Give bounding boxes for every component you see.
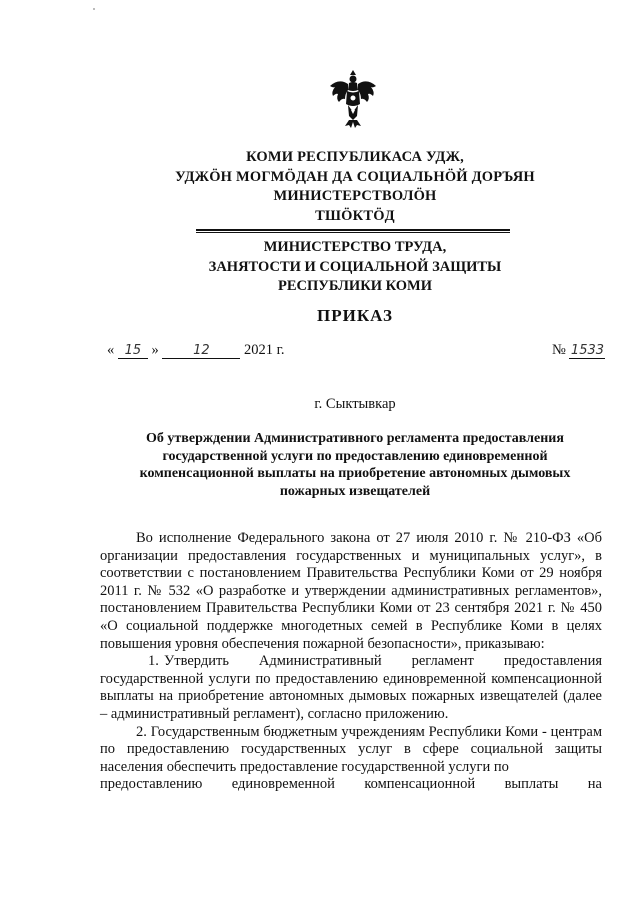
preamble-paragraph: Во исполнение Федерального закона от 27 июля 2010 г. № 210-ФЗ «Об организации предоставления государственных и муниципальных услуг», в соответствии с постановлением Правительства Республики Коми от 29 ноября 2011 г. № 532 «О разработке и утверждении административных регламентов», постановлением Правительства Республики Коми от 23 сентября 2021 г. № 450 «О социальной поддержке многодетных семей в Республике Коми в целях повышения уровня обеспечения пожарной безопасности», приказываю:: [100, 530, 602, 652]
clause-2-continuation: предоставлению единовременной компенсационной выплаты на: [100, 776, 602, 793]
header-divider-thin: [196, 232, 510, 233]
ministry-name-russian: [120, 238, 590, 297]
clause-1-text: Утвердить Административный регламент предоставления государственной услуги по предоставлению единовременной компенсационной выплаты на приобретение автономных дымовых пожарных извещателей (далее – административный регламент), согласно приложению.: [100, 653, 602, 722]
subject-line: государственной услуги по предоставлению единовременной: [162, 448, 548, 464]
issue-city: г. Сыктывкар: [314, 396, 396, 412]
subject-line: пожарных извещателей: [279, 483, 431, 499]
scan-speck: [93, 8, 95, 10]
date-day-handwritten: 15: [118, 344, 148, 359]
date-year: 2021 г.: [244, 342, 285, 358]
number-handwritten: 1533: [570, 343, 605, 358]
order-date: [107, 342, 285, 359]
date-month-handwritten: 12: [162, 344, 240, 359]
header-divider: [196, 229, 510, 231]
number-prefix: №: [552, 342, 566, 358]
date-open-quote: «: [107, 342, 115, 358]
order-number: [552, 342, 605, 359]
ministry-name-komi-line: ТШÖКТÖД: [315, 207, 395, 224]
ministry-name-komi-line: УДЖÖН МОГМÖДАН ДА СОЦИАЛЬНÖЙ ДОРЪЯН: [175, 168, 535, 185]
subject-line: Об утверждении Административного регламента предоставления: [146, 431, 564, 446]
document-type-title: ПРИКАЗ: [317, 306, 393, 325]
order-subject: [120, 430, 590, 500]
ministry-name-komi-line: МИНИСТЕРСТВОЛÖН: [273, 188, 437, 204]
ministry-name-russian-line: ЗАНЯТОСТИ И СОЦИАЛЬНОЙ ЗАЩИТЫ: [208, 258, 502, 275]
date-close-quote: »: [151, 342, 159, 358]
ministry-name-komi: [120, 148, 590, 226]
clause-1-paragraph: [100, 653, 602, 723]
clause-1-number: 1.: [148, 653, 159, 670]
clause-2-paragraph: 2. Государственным бюджетным учреждениям Республики Коми - центрам по предоставлению государственных услуг в сфере социальной защиты населения обеспечить предоставление государственной услуги по: [100, 723, 602, 775]
ministry-name-russian-line: МИНИСТЕРСТВО ТРУДА,: [263, 239, 447, 255]
komi-coat-of-arms-icon: [327, 68, 379, 130]
order-body: [100, 530, 602, 794]
ministry-name-russian-line: РЕСПУБЛИКИ КОМИ: [277, 278, 433, 294]
subject-line: компенсационной выплаты на приобретение автономных дымовых: [139, 466, 571, 481]
ministry-name-komi-line: КОМИ РЕСПУБЛИКАСА УДЖ,: [246, 149, 464, 165]
